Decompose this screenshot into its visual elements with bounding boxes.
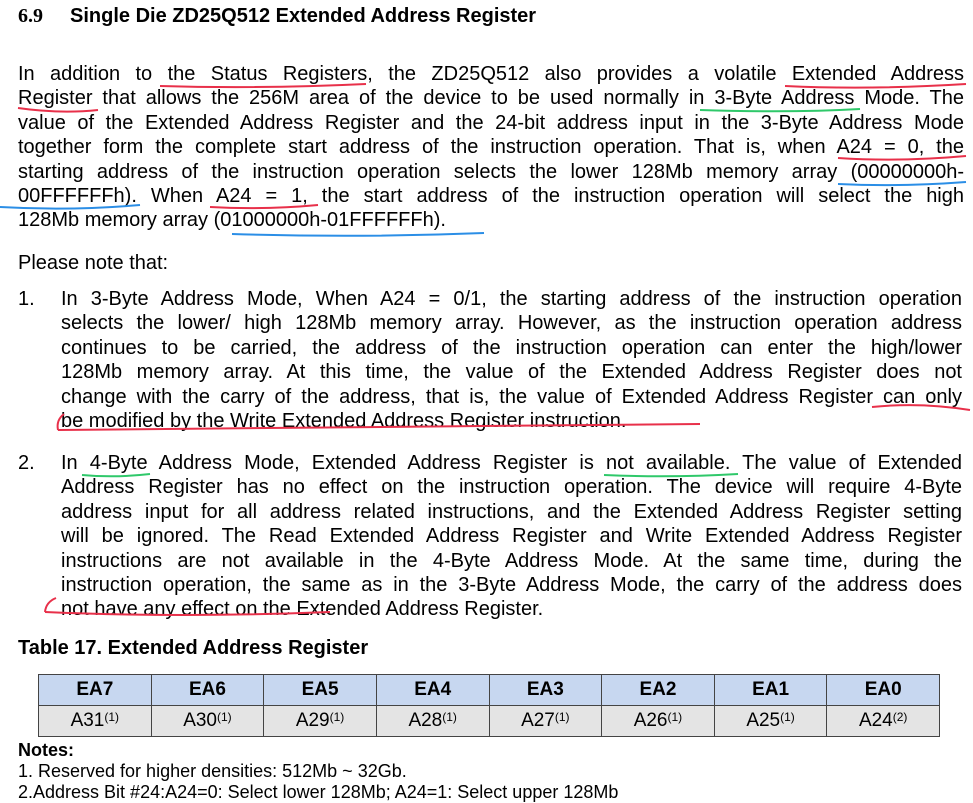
list-line: In 4-Byte Address Mode, Extended Address Register is not available. The value of Extended <box>61 452 962 474</box>
intro-line: starting address of the instruction operation selects the lower 128Mb memory array (00000000h- <box>18 160 964 183</box>
intro-line: 128Mb memory array (01000000h-01FFFFFFh). <box>18 209 446 232</box>
intro-line: In addition to the Status Registers, the ZD25Q512 also provides a volatile Extended Address <box>18 63 964 85</box>
table-header-cell: EA7 <box>39 675 152 706</box>
table-cell: A25$^{(1)}$ <box>714 706 827 737</box>
list-number: 1. <box>18 288 35 310</box>
annotation-underline-green <box>700 109 860 111</box>
annotation-underline-blue <box>838 182 966 185</box>
list-number: 2. <box>18 452 35 474</box>
list-line: not have any effect on the Extended Address Register. <box>61 598 544 621</box>
note-item: 2.Address Bit #24:A24=0: Select lower 128Mb; A24=1: Select upper 128Mb <box>18 782 619 802</box>
handwritten-annotations <box>0 380 973 630</box>
list-line: instruction operation, the same as in the 3-Byte Address Mode, the carry of the address does <box>61 574 962 597</box>
annotation-underline-red <box>160 84 366 87</box>
list-line: address input for all address related instructions, and the Extended Address Register setting <box>61 500 962 523</box>
note-item: 1. Reserved for higher densities: 512Mb ~ 32Gb. <box>18 761 407 781</box>
table-title: Table 17. Extended Address Register <box>18 637 369 659</box>
table-cell: A27$^{(1)}$ <box>489 706 602 737</box>
table-header-cell: EA6 <box>151 675 264 706</box>
table-header-cell: EA4 <box>376 675 489 706</box>
list-line: continues to be carried, the address of the instruction operation can enter the high/lower <box>61 336 962 359</box>
annotation-underline-red <box>210 205 318 208</box>
annotation-underline-blue <box>0 205 140 209</box>
annotation-underline-green <box>82 474 150 476</box>
list-line: instructions are not available in the 4-Byte Address Mode. At the same time, during the <box>61 549 962 572</box>
notes-title: Notes: <box>18 740 75 760</box>
footnote-ref: (1) <box>667 710 683 724</box>
table-cell: A24$^{(2)}$ <box>827 706 940 737</box>
annotation-underline-green <box>604 474 738 476</box>
annotation-underline-red <box>45 598 56 612</box>
annotation-underline-red <box>18 108 98 112</box>
footnote-ref: (1) <box>554 710 570 724</box>
list-line: will be ignored. The Read Extended Address Register and Write Extended Address Register <box>61 525 962 548</box>
list-line: selects the lower/ high 128Mb memory array. However, as the instruction operation address <box>61 312 962 335</box>
handwritten-annotations <box>0 0 973 260</box>
table-header-cell: EA0 <box>827 675 940 706</box>
section-title: Single Die ZD25Q512 Extended Address Register <box>70 5 537 27</box>
intro-line: Register that allows the 256M area of the device to be used normally in 3-Byte Address Mode. The <box>18 87 964 110</box>
table-header-cell: EA5 <box>264 675 377 706</box>
footnote-ref: (1) <box>780 710 795 724</box>
list-line: 128Mb memory array. At this time, the value of the Extended Address Register does not <box>61 361 962 384</box>
table-header-row <box>39 675 940 706</box>
table-cell: A28$^{(1)}$ <box>376 706 489 737</box>
list-line: In 3-Byte Address Mode, When A24 = 0/1, the starting address of the instruction operation <box>61 288 962 310</box>
intro-line: 00FFFFFFh). When A24 = 1, the start address of the instruction operation will select the high <box>18 185 964 208</box>
table-cell: A30$^{(1)}$ <box>151 706 264 737</box>
table-cell: A26$^{(1)}$ <box>602 706 715 737</box>
notes <box>18 740 618 803</box>
footnote-ref: (1) <box>442 710 457 724</box>
intro-line: value of the Extended Address Register and the 24-bit address input in the 3-Byte Address Mode <box>18 111 964 134</box>
annotation-underline-red <box>838 156 966 160</box>
list-line: change with the carry of the address, that is, the value of Extended Address Register can only <box>61 385 962 408</box>
table-header-cell: EA1 <box>714 675 827 706</box>
annotation-underline-red <box>785 84 966 88</box>
annotation-underline-red <box>872 405 970 410</box>
extended-address-register-table <box>38 674 940 737</box>
table-cell: A29$^{(1)}$ <box>264 706 377 737</box>
footnote-ref: (1) <box>104 710 120 724</box>
table-row <box>39 706 940 737</box>
section-number: 6.9 <box>18 5 43 27</box>
note-intro: Please note that: <box>18 252 169 274</box>
list-line: Address Register has no effect on the instruction operation. The device will require 4-Byte <box>61 476 962 499</box>
list-line: be modified by the Write Extended Address Register instruction. <box>61 410 627 433</box>
intro-line: together form the complete start address of the instruction operation. That is, when A24 = 0, the <box>18 136 964 159</box>
footnote-ref: (1) <box>329 710 345 724</box>
annotation-underline-red <box>58 424 700 430</box>
footnote-ref: (2) <box>892 710 908 724</box>
table-header-cell: EA2 <box>602 675 715 706</box>
annotation-underline-blue <box>232 233 484 236</box>
table-cell: A31$^{(1)}$ <box>39 706 152 737</box>
annotation-underline-red <box>58 414 64 430</box>
annotation-underline-red <box>45 612 330 615</box>
footnote-ref: (1) <box>217 710 232 724</box>
table-header-cell: EA3 <box>489 675 602 706</box>
